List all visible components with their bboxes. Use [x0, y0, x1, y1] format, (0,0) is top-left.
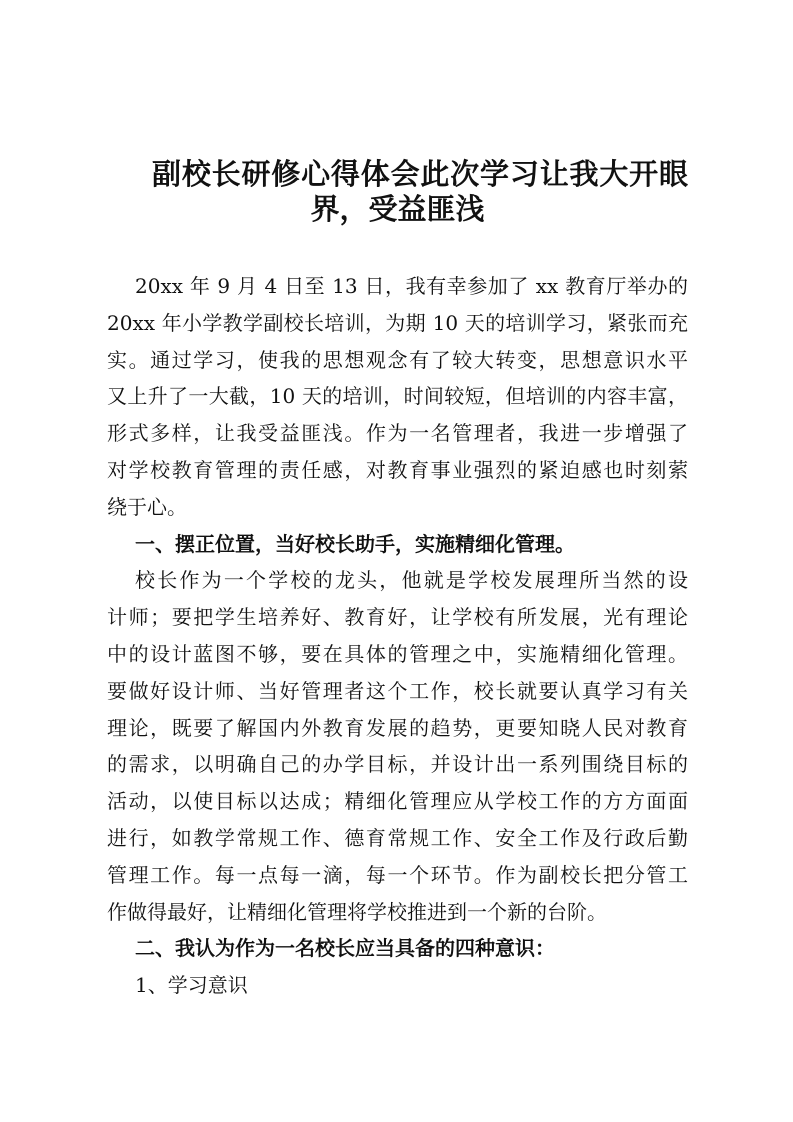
text-line: 活动，以使目标以达成；精细化管理应从学校工作的方方面面: [107, 789, 688, 814]
text-line: 20xx 年 9 月 4 日至 13 日，我有幸参加了 xx 教育厅举办的: [135, 274, 688, 298]
text-line: 管理工作。每一点每一滴，每一个环节。作为副校长把分管工: [107, 862, 688, 887]
paragraph-intro: [107, 268, 688, 526]
text-line: 实。通过学习，使我的思想观念有了较大转变，思想意识水平: [107, 347, 688, 372]
text-line: 进行，如教学常规工作、德育常规工作、安全工作及行政后勤: [107, 825, 688, 850]
text-line: 20xx 年小学教学副校长培训，为期 10 天的培训学习，紧张而充: [107, 310, 688, 335]
text-line: 的需求，以明确自己的办学目标，并设计出一系列围绕目标的: [107, 752, 688, 777]
document-body: [107, 268, 688, 1004]
text-line: 计师；要把学生培养好、教育好，让学校有所发展，光有理论: [107, 605, 688, 630]
list-item-1: 1、学习意识: [135, 973, 248, 998]
document-title-line-1: 副校长研修心得体会此次学习让我大开眼: [152, 157, 688, 191]
section-heading-2: 二、我认为作为一名校长应当具备的四种意识：: [135, 936, 555, 961]
text-line: 对学校教育管理的责任感，对教育事业强烈的紧迫感也时刻萦: [107, 457, 688, 482]
text-line: 理论，既要了解国内外教育发展的趋势，更要知晓人民对教育: [107, 715, 688, 740]
text-line: 又上升了一大截，10 天的培训，时间较短，但培训的内容丰富，: [107, 384, 688, 409]
section-heading-1: 一、摆正位置，当好校长助手，实施精细化管理。: [135, 531, 575, 556]
text-line: 作做得最好，让精细化管理将学校推进到一个新的台阶。: [107, 899, 607, 924]
text-line: 绕于心。: [107, 494, 187, 519]
document-title-line-2: 界，受益匪浅: [310, 192, 485, 226]
text-line: 形式多样，让我受益匪浅。作为一名管理者，我进一步增强了: [107, 421, 688, 446]
text-line: 要做好设计师、当好管理者这个工作，校长就要认真学习有关: [107, 678, 688, 703]
text-line: 中的设计蓝图不够，要在具体的管理之中，实施精细化管理。: [107, 641, 688, 666]
text-line: 校长作为一个学校的龙头，他就是学校发展理所当然的设: [135, 568, 688, 593]
paragraph-section-1: [107, 562, 688, 930]
